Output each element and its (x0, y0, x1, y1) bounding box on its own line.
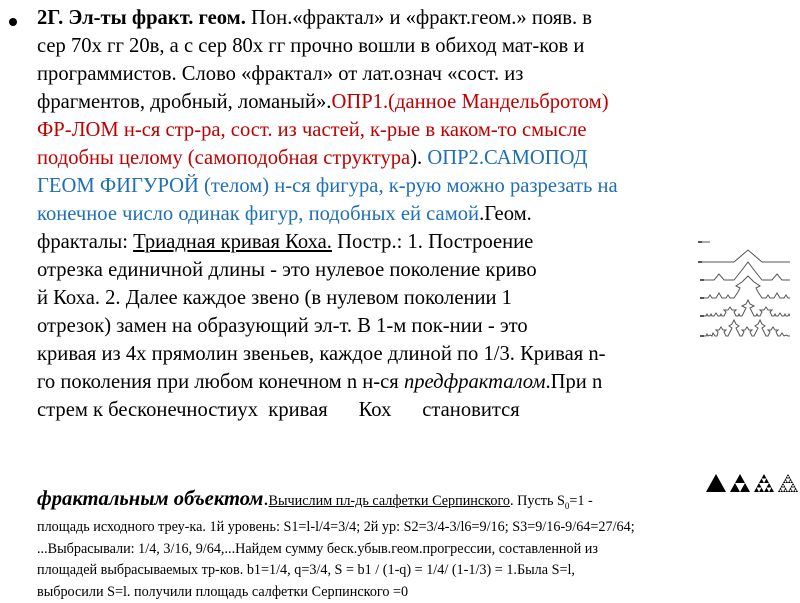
sierpinski-gen-1 (730, 474, 750, 492)
small-line-3: площадей выбрасываемых тр-ков. b1=1/4, q=3/4, S = b1 / (1-q) = 1/4/ (1-1/3) = 1.Была S=l, (37, 562, 575, 579)
line-16-c: =1 - (569, 493, 593, 509)
koch-gen-3 (704, 276, 790, 298)
line-9-b: Постр.: 1. Построение (331, 231, 534, 253)
definition-1-start: ОПР1.(данное Мандельбротом) (331, 91, 609, 113)
sierpinski-gen-0 (706, 474, 726, 492)
small-line-2: ...Выбрасывали: 1/4, 3/16, 9/64,...Найдем сумму беск.убыв.геом.прогрессии, составленной из (37, 540, 598, 557)
text-line-1 (37, 4, 797, 32)
text-line-2: сер 70х гг 20в, а с сер 80х гг прочно вошли в обиход мат-ков и (37, 35, 585, 57)
line-14-b: .При n (545, 371, 603, 393)
sierpinski-gen-3 (778, 474, 798, 492)
text-line-16 (37, 489, 797, 517)
line-16-b: . Пусть S (510, 493, 565, 509)
heading-bold-2: ракт. геом. (146, 7, 246, 29)
koch-gen-5 (704, 320, 790, 336)
s0-subscript: 0 (564, 500, 570, 511)
line-14-a: го поколения при любом конечном n н-ся (37, 371, 404, 393)
koch-curve-title: Триадная кривая Коха. (133, 231, 332, 253)
line-1-rest: Пон.«фрактал» и «фракт.геом.» появ. в (245, 7, 593, 29)
line-8-black: .Геом. (479, 203, 532, 225)
line-4-black: фрагментов, дробный, ломаный». (37, 91, 332, 113)
small-text (37, 489, 797, 603)
line-6-black: ). (410, 147, 428, 169)
text-line-6 (37, 144, 797, 172)
text-line-5: ФР-ЛОМ н-ся стр-ра, сост. из частей, к-рые в каком-то смысле (37, 119, 587, 141)
fractal-object-term: фрактальным объектом (37, 488, 264, 510)
prefractal-term: предфракталом (403, 371, 546, 393)
small-line-4: выбросили S=l. получили площадь салфетки Серпинского =0 (37, 583, 409, 600)
definition-1-end: подобны целому (самоподобная структура (37, 147, 411, 169)
line-9-a: фракталы: (37, 231, 134, 253)
koch-gen-4 (704, 300, 790, 316)
text-line-8 (37, 200, 797, 228)
sierpinski-area-title: Вычислим пл-дь салфетки Серпинского (268, 493, 511, 509)
line-16-dot: . (263, 488, 269, 510)
text-line-7: ГЕОМ ФИГУРОЙ (телом) н-ся фигура, к-рую можно разрезать на (37, 175, 618, 197)
text-line-15: стрем к бесконечностиух кривая Кох становится (37, 399, 520, 421)
text-line-4 (37, 88, 797, 116)
sierpinski-gen-2 (754, 474, 774, 492)
main-text (37, 4, 797, 424)
text-line-12: отрезок) замен на образующий эл-т. В 1-м пок-нии - это (37, 315, 528, 337)
koch-curve-figure (690, 232, 790, 362)
text-line-3: программистов. Слово «фрактал» от лат.означ «сост. из (37, 63, 524, 85)
koch-gen-1 (702, 250, 790, 262)
text-line-14 (37, 368, 797, 396)
text-line-13: кривая из 4х прямолин звеньев, каждое длиной по 1/3. Кривая n- (37, 343, 606, 365)
text-line-9 (37, 228, 687, 256)
small-line-1: площадь исходного треу-ка. 1й уровень: S1=l-l/4=3/4; 2й ур: S2=3/4-3/l6=9/16; S3=9/16-9/64=27/64; (37, 519, 635, 536)
heading-bold: 2Г. Эл-ты ф (37, 7, 147, 29)
definition-2-start: ОПР2.САМОПОД (427, 147, 588, 169)
bullet-dot (9, 18, 17, 26)
text-line-11: й Коха. 2. Далее каждое звено (в нулевом поколении 1 (37, 287, 512, 309)
text-line-10: отрезка единичной длины - это нулевое поколение криво (37, 259, 537, 281)
sierpinski-triangles-figure (706, 470, 798, 494)
definition-2-end: конечное число одинак фигур, подобных ей самой (37, 203, 480, 225)
